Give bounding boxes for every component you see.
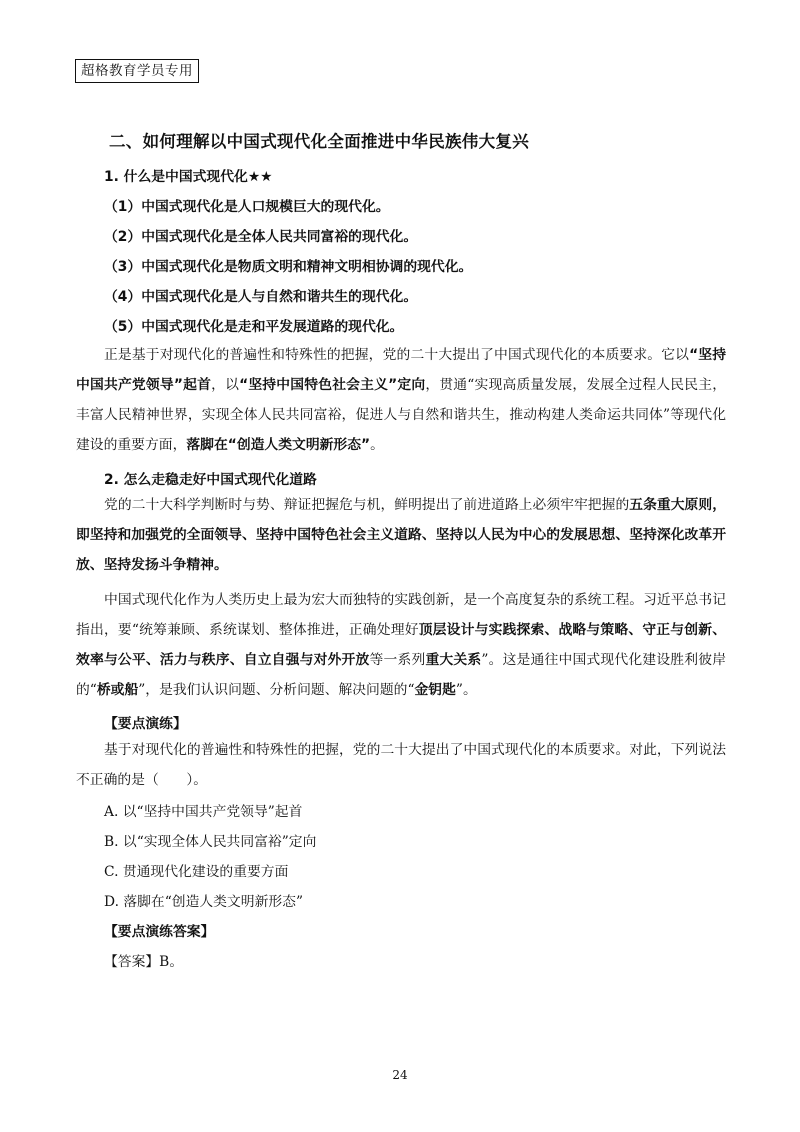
text-run: 正是基于对现代化的普遍性和特殊性的把握，党的二十大提出了中国式现代化的本质要求。它以 <box>104 347 690 363</box>
text-run: ”，是我们认识问题、分析问题、解决问题的“ <box>138 682 415 698</box>
text-run: ，以 <box>211 377 240 393</box>
answer-text: 【答案】B。 <box>104 954 184 970</box>
bold-run: 重大关系 <box>425 652 482 668</box>
list-item: （2）中国式现代化是全体人民共同富裕的现代化。 <box>104 229 418 245</box>
bold-run: 金钥匙 <box>414 682 456 698</box>
option-c: C. 贯通现代化建设的重要方面 <box>104 864 289 880</box>
bold-run: 五条重大原则，即坚持和加强党的全面领导、坚持中国特色社会主义道路、坚持以人民为中心的发展思想、坚持深化改革开放、坚持发扬斗争精神。 <box>76 497 726 573</box>
bold-run: 桥或船 <box>96 682 139 698</box>
part2-paragraph-2 <box>76 585 726 705</box>
text-run: 。 <box>370 437 384 453</box>
bold-run: 顶层设计与实践探索、战略与策略、守正与创新、效率与公平、活力与秩序、自立自强与对外开放 <box>76 622 726 668</box>
option-d: D. 落脚在“创造人类文明新形态” <box>104 894 304 910</box>
page-number: 24 <box>392 1068 408 1082</box>
answer-heading: 【要点演练答案】 <box>104 924 215 940</box>
text-run: 党的二十大科学判断时与势、辩证把握危与机，鲜明提出了前进道路上必须牢牢把握的 <box>104 497 630 513</box>
option-b: B. 以“实现全体人民共同富裕”定向 <box>104 834 317 850</box>
section-title: 二、如何理解以中国式现代化全面推进中华民族伟大复兴 <box>109 132 529 151</box>
bold-run: 落脚在“创造人类文明新形态” <box>186 437 371 453</box>
part1-paragraph <box>76 340 726 460</box>
part1-heading: 1. 什么是中国式现代化★★ <box>104 169 273 185</box>
text-run: ，贯通“实现高质量发展，发展全过程人民民主，丰富人民精神世界，实现全体人民共同富裕，促进人与自然和谐共生，推动构建人类命运共同体”等现代化建设的重要方面， <box>76 377 726 453</box>
text-run: ”。这是通往中国式现代化建设胜利彼岸的“ <box>76 652 727 698</box>
list-item: （5）中国式现代化是走和平发展道路的现代化。 <box>104 319 404 335</box>
bold-run: “坚持中国特色社会主义”定向 <box>239 377 426 393</box>
list-item: （4）中国式现代化是人与自然和谐共生的现代化。 <box>104 289 418 305</box>
header-label: 超格教育学员专用 <box>75 59 199 83</box>
text-run: 中国式现代化作为人类历史上最为宏大而独特的实践创新，是一个高度复杂的系统工程。习近平总书记指出，要“统筹兼顾、系统谋划、整体推进，正确处理好 <box>76 592 726 638</box>
part2-paragraph-1 <box>76 490 726 580</box>
practice-question: 基于对现代化的普遍性和特殊性的把握，党的二十大提出了中国式现代化的本质要求。对此，下列说法不正确的是（ ）。 <box>76 742 726 788</box>
text-run: ”。 <box>455 682 477 698</box>
bold-run: “坚持中国共产党领导”起首 <box>76 347 726 393</box>
text-run: 等一系列 <box>369 652 426 668</box>
list-item: （3）中国式现代化是物质文明和精神文明相协调的现代化。 <box>104 259 473 275</box>
list-item: （1）中国式现代化是人口规模巨大的现代化。 <box>104 199 390 215</box>
part2-heading: 2. 怎么走稳走好中国式现代化道路 <box>104 472 317 488</box>
option-a: A. 以“坚持中国共产党领导”起首 <box>104 804 303 820</box>
practice-heading: 【要点演练】 <box>104 716 187 732</box>
